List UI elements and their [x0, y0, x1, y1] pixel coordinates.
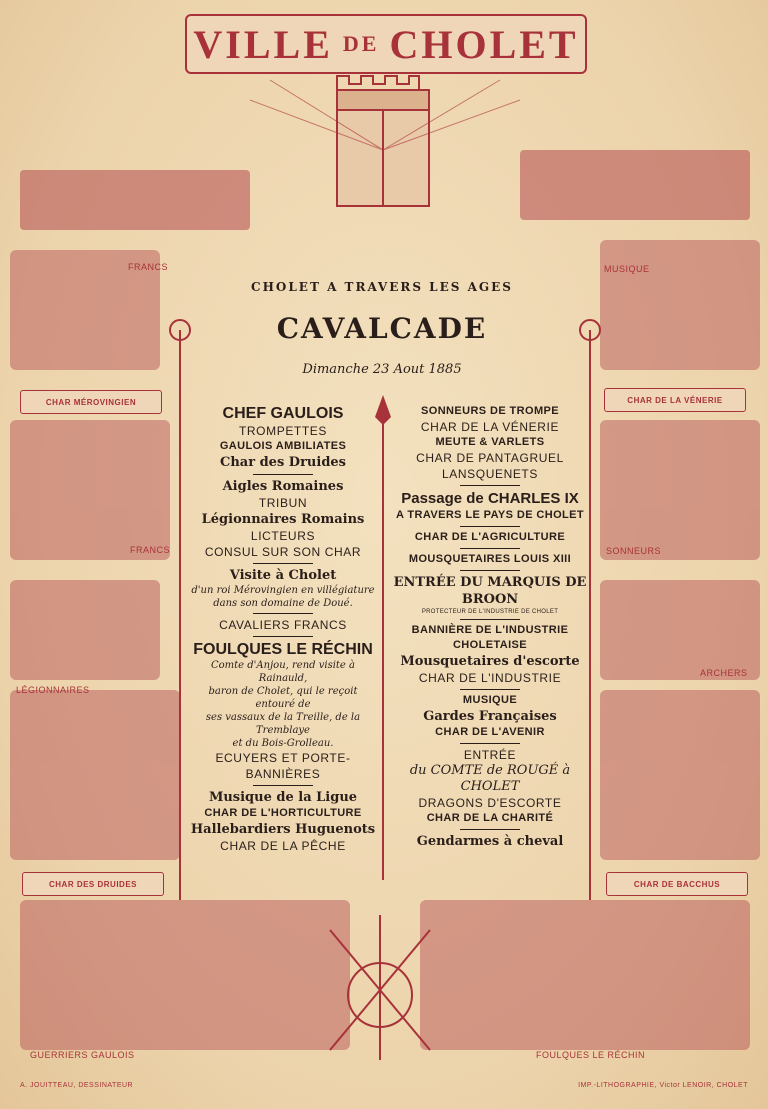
program-line: Mousquetaires d'escorte [400, 654, 580, 669]
program-line: Légionnaires Romains [201, 512, 365, 527]
program-line: MEUTE & VARLETS [435, 436, 545, 448]
title-banner [185, 14, 587, 74]
program-line: Gendarmes à cheval [416, 834, 564, 849]
event-title: CAVALCADE [276, 312, 488, 345]
left-scenes-icon [10, 250, 180, 860]
program-line: Hallebardiers Huguenots [190, 822, 376, 837]
label-guerriers: GUERRIERS GAULOIS [30, 1050, 135, 1060]
program-line: DRAGONS D'ESCORTE [418, 796, 562, 810]
program-line: Aigles Romaines [222, 479, 344, 494]
program-line: CHAR DE LA VÉNERIE [420, 420, 560, 434]
title-right: CHOLET [389, 21, 579, 67]
ribbon-char-venerie: CHAR DE LA VÉNERIE [604, 388, 746, 412]
label-legionnaires: LÉGIONNAIRES [16, 685, 90, 695]
label-archers: ARCHERS [700, 668, 748, 678]
program-line: LANSQUENETS [442, 467, 538, 481]
program-line: dans son domaine de Doué. [213, 598, 353, 609]
soldiers-right-icon [520, 150, 750, 220]
program-line: LICTEURS [250, 529, 316, 543]
separator [253, 474, 313, 475]
program-line: d'un roi Mérovingien en villégiature [191, 585, 375, 596]
program-line: CHAR DE LA CHARITÉ [426, 812, 554, 824]
program-line: ENTRÉE DU MARQUIS DE BROON [393, 575, 587, 607]
program-right-column [392, 404, 588, 850]
separator [253, 613, 313, 614]
separator [460, 689, 520, 690]
separator [460, 526, 520, 527]
program-line: Visite à Cholet [229, 568, 337, 583]
program-line: MUSIQUE [462, 694, 518, 706]
program-line: CONSUL SUR SON CHAR [204, 545, 362, 559]
program-line: MOUSQUETAIRES LOUIS XIII [408, 553, 572, 565]
program-line: ENTRÉE [463, 748, 517, 762]
program-line: FOULQUES LE RÉCHIN [193, 641, 373, 658]
program-line: TROMPETTES [238, 424, 327, 438]
program-line: Passage de CHARLES IX [401, 490, 579, 507]
program-line: SONNEURS DE TROMPE [421, 405, 559, 417]
label-francs-top: FRANCS [128, 262, 169, 272]
program-line: Char des Druides [220, 455, 346, 470]
program-line: du COMTE de ROUGÉ à CHOLET [409, 763, 571, 794]
separator [253, 636, 313, 637]
title-left: VILLE [193, 21, 333, 67]
program-line: CHAR DE PANTAGRUEL [416, 451, 564, 465]
ribbon-char-merovingien: CHAR MÉROVINGIEN [20, 390, 162, 414]
program-line: Musique de la Ligue [208, 790, 358, 805]
program-line: CHAR DE LA PÊCHE [220, 839, 346, 853]
ribbon-char-druides: CHAR DES DRUIDES [22, 872, 164, 896]
separator [460, 829, 520, 830]
subtitle: CHOLET A TRAVERS LES AGES [251, 280, 513, 294]
program-line: CHAR DE L'AVENIR [435, 726, 545, 738]
program-line: BANNIÈRE DE L'INDUSTRIE CHOLETAISE [411, 624, 569, 651]
program-line: CHEF GAULOIS [222, 405, 344, 422]
program-line: ECUYERS ET PORTE-BANNIÈRES [215, 751, 351, 781]
program-line: CHAR DE L'AGRICULTURE [414, 531, 566, 543]
ribbon-char-bacchus: CHAR DE BACCHUS [606, 872, 748, 896]
separator [460, 619, 520, 620]
program-line: TRIBUN [258, 496, 308, 510]
separator [460, 485, 520, 486]
program-line: et du Bois-Grolleau. [232, 738, 334, 749]
program-line: ses vassaux de la Treille, de la Tremblaye [205, 712, 361, 736]
program-line: CHAR DE L'HORTICULTURE [204, 807, 362, 819]
label-sonneurs: SONNEURS [606, 546, 662, 556]
soldiers-left-icon [20, 170, 250, 230]
separator [253, 785, 313, 786]
program-line: Gardes Françaises [423, 709, 557, 724]
event-date: Dimanche 23 Aout 1885 [302, 362, 462, 377]
program-line: Comte d'Anjou, rend visite à Rainauld, [211, 660, 355, 684]
program-line: A TRAVERS LE PAYS DE CHOLET [395, 509, 585, 521]
separator [460, 743, 520, 744]
halberd-icon [375, 395, 391, 425]
footer-right: IMP.-LITHOGRAPHIE, Victor LENOIR, CHOLET [578, 1082, 748, 1089]
separator [460, 548, 520, 549]
separator [253, 563, 313, 564]
program-line: baron de Cholet, qui le reçoit entouré de [208, 686, 358, 710]
footer-left: A. JOUITTEAU, DESSINATEUR [20, 1082, 134, 1089]
program-left-column [190, 404, 376, 854]
program-line: GAULOIS AMBILIATES [219, 440, 347, 452]
label-foulques: FOULQUES LE RÉCHIN [536, 1050, 646, 1060]
separator [460, 570, 520, 571]
label-francs-mid: FRANCS [130, 545, 171, 555]
program-line: CAVALIERS FRANCS [219, 618, 347, 632]
label-musique: MUSIQUE [604, 264, 650, 274]
program-line: CHAR DE L'INDUSTRIE [418, 671, 562, 685]
program-line: PROTECTEUR DE L'INDUSTRIE DE CHOLET [421, 609, 559, 615]
castle-crest-icon [337, 76, 429, 206]
title-mid: DE [342, 31, 380, 56]
